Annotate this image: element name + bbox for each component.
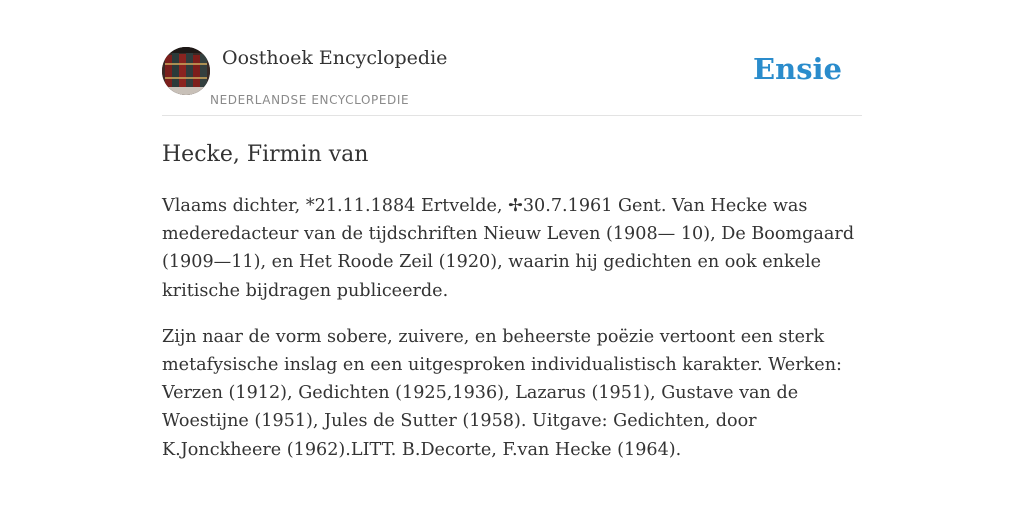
article-body bbox=[162, 192, 866, 482]
encyclopedia-books-avatar-icon[interactable] bbox=[162, 47, 210, 95]
article-paragraph: Zijn naar de vorm sobere, zuivere, en beheerste poëzie vertoont een sterk metafysische inslag en een uitgesproken individualistisch karakter. Werken: Verzen (1912), Gedichten (1925,1936), Lazarus (1951), Gustave van de Woestijne (1951), Jules de Sutter (1958). Uitgave: Gedichten, door K.Jonckheere (1962).LITT. B.Decorte, F.van Hecke (1964). bbox=[162, 326, 842, 460]
article-title: Hecke, Firmin van bbox=[162, 142, 369, 167]
site-header bbox=[162, 45, 862, 115]
ensie-logo[interactable]: Ensie bbox=[753, 52, 842, 86]
site-subtitle: NEDERLANDSE ENCYCLOPEDIE bbox=[210, 93, 410, 107]
site-name[interactable]: Oosthoek Encyclopedie bbox=[222, 47, 448, 69]
article-paragraph: Vlaams dichter, *21.11.1884 Ertvelde, ✢30.7.1961 Gent. Van Hecke was mederedacteur van de tijdschriften Nieuw Leven (1908— 10), De Boomgaard (1909—11), en Het Roode Zeil (1920), waarin hij gedichten en ook enkele kritische bijdragen publiceerde. bbox=[162, 196, 855, 301]
header-divider bbox=[162, 115, 862, 116]
